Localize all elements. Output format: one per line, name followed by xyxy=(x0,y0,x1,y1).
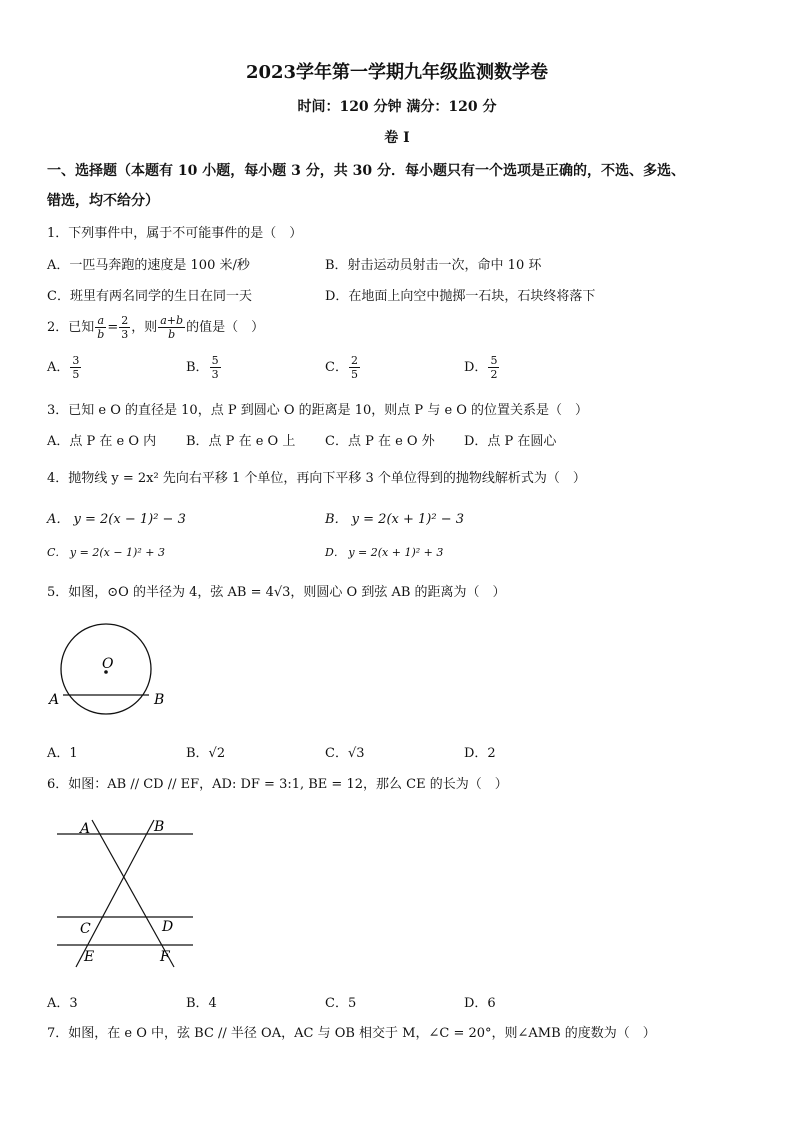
question-5-option-b: B．√2 xyxy=(186,746,226,761)
question-6-stem: 6．如图：AB // CD // EF，AD: DF = 3:1, BE = 12，那么 CE 的长为（ ） xyxy=(47,777,508,792)
question-1-option-b: B．射击运动员射击一次，命中 10 环 xyxy=(325,258,542,273)
question-5-option-a: A．1 xyxy=(47,746,78,761)
exam-title: 2023学年第一学期九年级监测数学卷 xyxy=(245,62,549,83)
question-4-option-d: D． y = 2(x + 1)² + 3 xyxy=(325,546,444,559)
question-3-option-a: A．点 P 在 e O 内 xyxy=(47,434,157,449)
question-5-option-c: C．√3 xyxy=(325,746,365,761)
label-b: B xyxy=(154,692,165,708)
label-a: A xyxy=(49,692,60,708)
label-e: E xyxy=(84,949,95,965)
question-4-option-b: B． y = 2(x + 1)² − 3 xyxy=(325,512,465,527)
question-1-option-d: D．在地面上向空中抛掷一石块，石块终将落下 xyxy=(325,289,596,304)
q2-mid: ，则 xyxy=(131,320,158,335)
section-heading-line1: 一、选择题（本题有 10 小题，每小题 3 分，共 30 分．每小题只有一个选项是正确的，不选、多选、 xyxy=(47,163,685,179)
question-6-option-d: D．6 xyxy=(464,996,496,1011)
question-5-stem: 5．如图，⊙O 的半径为 4，弦 AB = 4√3，则圆心 O 到弦 AB 的距离为（ ） xyxy=(47,585,506,600)
question-1-option-a: A．一匹马奔跑的速度是 100 米/秒 xyxy=(47,258,250,273)
label-f: F xyxy=(160,949,170,965)
q2-prefix: 2．已知 xyxy=(47,320,95,335)
volume-label: 卷 I xyxy=(384,130,410,146)
question-2-option-d: D． $\frac{5}{2}$ xyxy=(464,354,498,381)
question-4-stem: 4．抛物线 y = 2x² 先向右平移 1 个单位，再向下平移 3 个单位得到的抛物线解析式为（ ） xyxy=(47,471,586,486)
label-c: C xyxy=(80,921,91,937)
label-b: B xyxy=(154,819,165,835)
question-6-parallel-lines-figure xyxy=(50,812,200,972)
question-3-option-b: B．点 P 在 e O 上 xyxy=(186,434,296,449)
q2-fraction-2-over-3: $\frac{2}{3}$ xyxy=(121,314,129,341)
question-3-option-d: D．点 P 在圆心 xyxy=(464,434,557,449)
question-2-option-a: A． $\frac{3}{5}$ xyxy=(47,354,80,381)
section-heading-line2: 错选，均不给分） xyxy=(47,193,159,209)
question-4-option-a: A． y = 2(x − 1)² − 3 xyxy=(47,512,186,527)
question-4-option-c: C． y = 2(x − 1)² + 3 xyxy=(47,546,165,559)
question-6-option-b: B．4 xyxy=(186,996,217,1011)
question-5-circle-figure xyxy=(44,622,174,717)
question-1-stem: 1．下列事件中，属于不可能事件的是（ ） xyxy=(47,226,303,241)
q2-equals: = xyxy=(107,320,119,335)
q2-fraction-sum-over-b: $\frac{a+b}{b}$ xyxy=(160,314,184,341)
question-5-option-d: D．2 xyxy=(464,746,496,761)
label-a: A xyxy=(80,821,91,837)
question-2-option-c: C． $\frac{2}{5}$ xyxy=(325,354,358,381)
question-7-stem: 7．如图，在 e O 中，弦 BC // 半径 OA，AC 与 OB 相交于 M，∠C = 20°，则∠AMB 的度数为（ ） xyxy=(47,1026,656,1041)
label-o: O xyxy=(102,656,114,672)
question-2-stem xyxy=(47,314,264,341)
question-6-option-c: C．5 xyxy=(325,996,357,1011)
label-d: D xyxy=(162,919,174,935)
question-2-option-b: B． $\frac{5}{3}$ xyxy=(186,354,219,381)
question-6-option-a: A．3 xyxy=(47,996,78,1011)
exam-subtitle: 时间：120 分钟 满分：120 分 xyxy=(297,99,497,115)
q2-suffix: 的值是（ ） xyxy=(186,320,265,335)
question-3-stem: 3．已知 e O 的直径是 10，点 P 到圆心 O 的距离是 10，则点 P 与 e O 的位置关系是（ ） xyxy=(47,403,589,418)
q2-fraction-a-over-b: $\frac{a}{b}$ xyxy=(97,314,105,341)
question-1-option-c: C．班里有两名同学的生日在同一天 xyxy=(47,289,252,304)
question-3-option-c: C．点 P 在 e O 外 xyxy=(325,434,435,449)
